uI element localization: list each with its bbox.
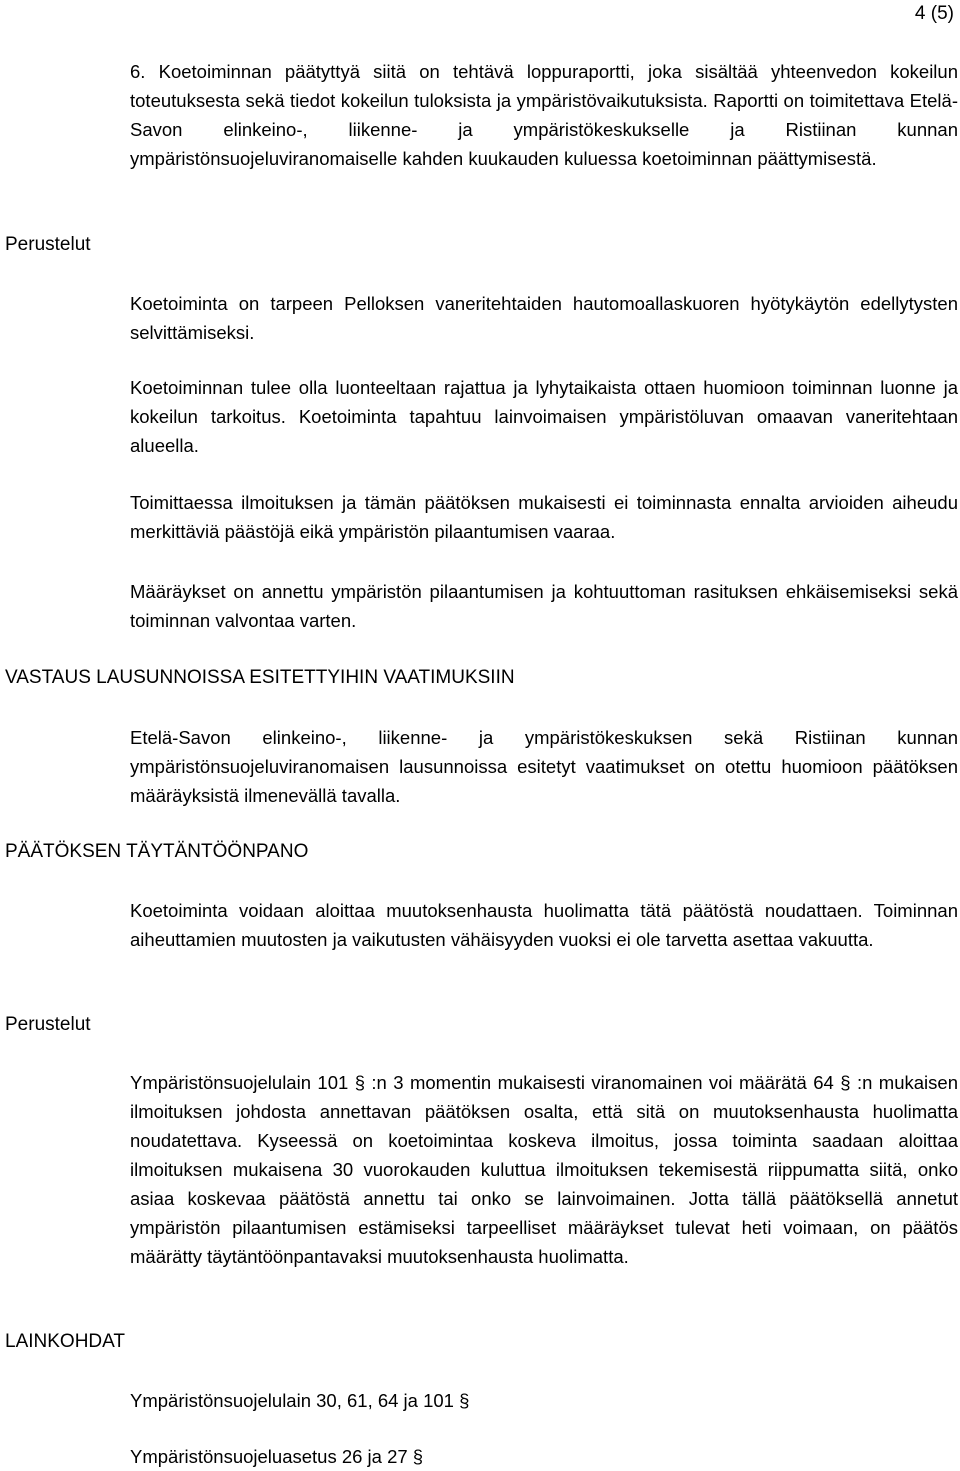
- lainkohta-item-2: Ympäristönsuojeluasetus 26 ja 27 §: [130, 1446, 424, 1467]
- list-item-number: 6.: [130, 61, 146, 82]
- perustelut-paragraph-1: Koetoiminta on tarpeen Pelloksen vaneritehtaiden hautomoallaskuoren hyötykäytön edellytysten selvittämiseksi.: [130, 293, 958, 343]
- perustelut-paragraph-4: Määräykset on annettu ympäristön pilaantumisen ja kohtuuttoman rasituksen ehkäisemiseksi sekä toiminnan valvontaa varten.: [130, 581, 958, 631]
- section-heading-vastaus: VASTAUS LAUSUNNOISSA ESITETTYIHIN VAATIMUKSIIN: [5, 667, 515, 688]
- perustelut-label: Perustelut: [5, 234, 91, 255]
- list-item-text: Koetoiminnan päätyttyä siitä on tehtävä loppuraportti, joka sisältää yhteenvedon kokeilun toteutuksesta sekä tiedot kokeilun tuloksista ja ympäristövaikutuksista. Raportti on toimitettava Etelä-Savon elinkeino-, liikenne- ja ympäristökeskukselle ja Ristiinan kunnan ympäristönsuojeluviranomaiselle kahden kuukauden kuluessa koetoiminnan päättymisestä.: [130, 61, 958, 169]
- perustelut-paragraph-5: Ympäristönsuojelulain 101 § :n 3 momentin mukaisesti viranomainen voi määrätä 64 § :n mukaisen ilmoituksen johdosta annettavan päätöksen osalta, että sitä on muutoksenhausta huolimatta noudatettava. Kyseessä on koetoimintaa koskeva ilmoitus, jossa toiminta saadaan aloittaa ilmoituksen mukaisena 30 vuorokauden kuluttua ilmoituksen tekemisestä riippumatta siitä, onko asiaa koskevaa päätöstä annettu tai onko se lainvoimainen. Jotta tällä päätöksellä annetut ympäristön pilaantumisen estämiseksi tarpeelliset määräykset tulevat heti voimaan, on päätös määrätty täytäntöönpantavaksi muutoksenhausta huolimatta.: [130, 1072, 958, 1267]
- lainkohta-item-1: Ympäristönsuojelulain 30, 61, 64 ja 101 §: [130, 1390, 470, 1411]
- perustelut-paragraph-3: Toimittaessa ilmoituksen ja tämän päätöksen mukaisesti ei toiminnasta ennalta arvioiden aiheudu merkittäviä päästöjä eikä ympäristön pilaantumisen vaaraa.: [130, 492, 958, 542]
- taytantoonpano-paragraph: Koetoiminta voidaan aloittaa muutoksenhausta huolimatta tätä päätöstä noudattaen. Toiminnan aiheuttamien muutosten ja vaikutusten vähäisyyden vuoksi ei ole tarvetta asettaa vakuutta.: [130, 900, 958, 950]
- section-heading-taytantoonpano: PÄÄTÖKSEN TÄYTÄNTÖÖNPANO: [5, 841, 309, 862]
- page-number: 4 (5): [914, 3, 954, 24]
- vastaus-paragraph: Etelä-Savon elinkeino-, liikenne- ja ympäristökeskuksen sekä Ristiinan kunnan ympäristönsuojeluviranomaisen lausunnoissa esitetyt vaatimukset on otettu huomioon päätöksen määräyksistä ilmenevällä tavalla.: [130, 727, 958, 806]
- section-heading-lainkohdat: LAINKOHDAT: [5, 1331, 126, 1352]
- list-item-6: [130, 57, 958, 173]
- perustelut-paragraph-2: Koetoiminnan tulee olla luonteeltaan rajattua ja lyhytaikaista ottaen huomioon toiminnan luonne ja kokeilun tarkoitus. Koetoiminta tapahtuu lainvoimaisen ympäristöluvan omaavan vaneritehtaan alueella.: [130, 377, 958, 456]
- perustelut-label-2: Perustelut: [5, 1014, 91, 1035]
